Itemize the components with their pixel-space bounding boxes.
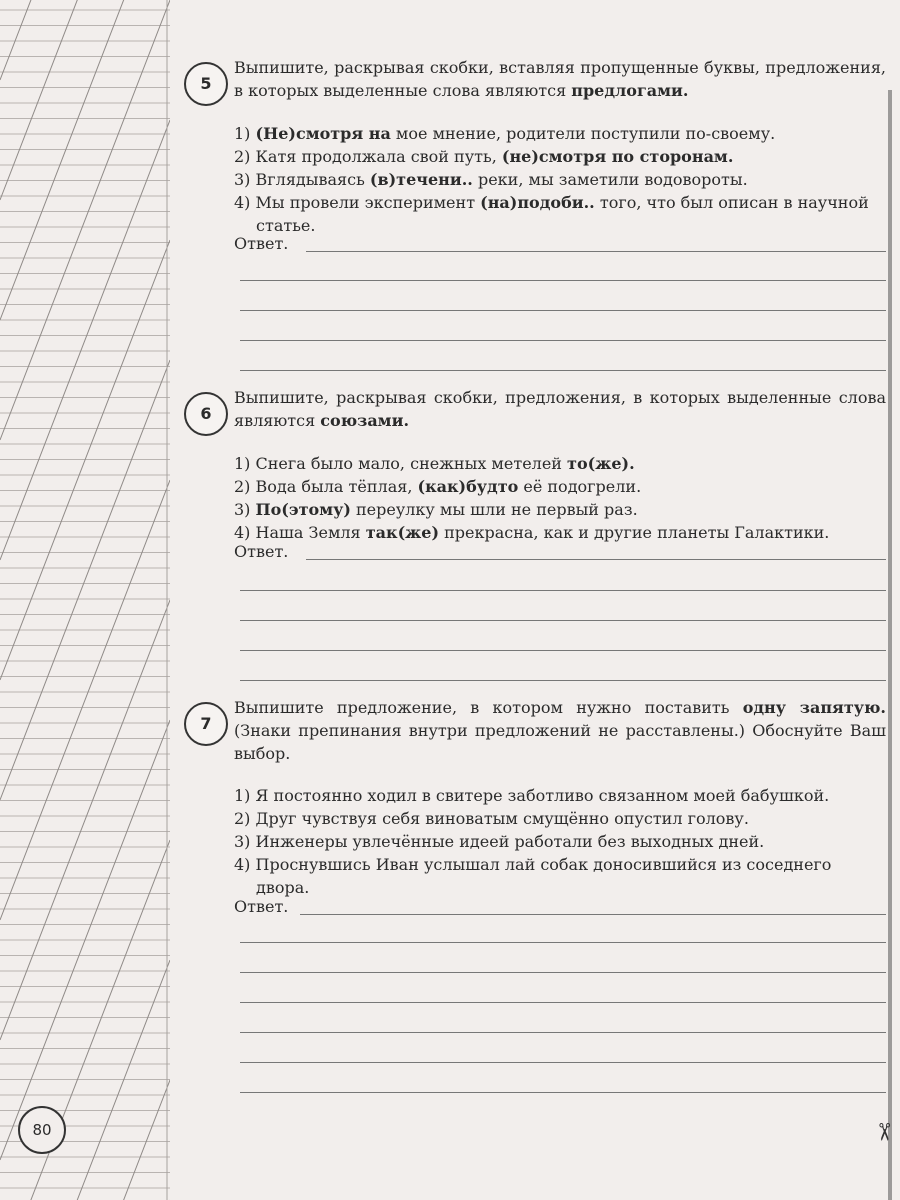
writing-line[interactable] [240, 1002, 886, 1003]
answer-line[interactable] [306, 251, 886, 252]
writing-line[interactable] [240, 972, 886, 973]
page-content [178, 0, 890, 1200]
writing-line[interactable] [240, 1092, 886, 1093]
margin-diagonal-line [0, 0, 170, 320]
options-list [234, 122, 886, 237]
option-item [234, 498, 886, 521]
option-item [234, 475, 886, 498]
instruction-emphasis: союзами. [320, 411, 410, 430]
writing-line[interactable] [240, 340, 886, 341]
scissors-icon: ✂ [870, 1121, 899, 1143]
task-instruction [234, 696, 886, 765]
option-number: 4) [234, 523, 256, 542]
writing-line[interactable] [240, 370, 886, 371]
writing-line[interactable] [240, 1032, 886, 1033]
option-text: Снега было мало, снежных метелей [255, 454, 568, 473]
option-text: Наша Земля [255, 523, 366, 542]
option-item [234, 853, 886, 899]
answer-label: Ответ. [234, 234, 289, 253]
answer-label: Ответ. [234, 542, 289, 561]
writing-line[interactable] [240, 650, 886, 651]
option-text: мое мнение, родители поступили по-своему. [390, 124, 776, 143]
task-number: 5 [184, 62, 228, 106]
option-number: 4) [234, 193, 256, 212]
option-number: 1) [234, 786, 256, 805]
writing-line[interactable] [240, 1062, 886, 1063]
margin-guide-lines [0, 0, 170, 1200]
writing-line[interactable] [240, 280, 886, 281]
option-item [234, 452, 886, 475]
margin-diagonal-line [0, 0, 170, 80]
option-item [234, 807, 886, 830]
option-emphasis: (не)смотря по сторонам. [501, 147, 734, 166]
instruction-text: Выпишите, раскрывая скобки, вставляя пропущенные буквы, предложения, в которых выделенные слова являются [234, 58, 886, 100]
writing-line[interactable] [240, 680, 886, 681]
option-text: Друг чувствуя себя виноватым смущённо опустил голову. [255, 809, 749, 828]
option-text: Вглядываясь [255, 170, 370, 189]
margin-diagonal-line [0, 360, 170, 800]
option-item [234, 168, 886, 191]
margin-diagonal-line [0, 600, 170, 1040]
margin-diagonal-line [0, 0, 170, 440]
option-emphasis: (как)будто [417, 477, 519, 496]
option-text: Катя продолжала свой путь, [255, 147, 502, 166]
option-number: 1) [234, 124, 256, 143]
instruction-text: Выпишите, раскрывая скобки, предложения, в которых выделенные слова являются [234, 388, 886, 430]
option-emphasis: По(этому) [255, 500, 351, 519]
page-number: 80 [18, 1106, 66, 1154]
option-number: 2) [234, 477, 256, 496]
option-emphasis: то(же). [567, 454, 635, 473]
option-emphasis: (в)течени.. [369, 170, 473, 189]
instruction-tail: (Знаки препинания внутри предложений не расставлены.) Обоснуйте Ваш выбор. [234, 721, 886, 763]
task-number: 6 [184, 392, 228, 436]
instruction-emphasis: одну запятую. [742, 698, 886, 717]
answer-label: Ответ. [234, 897, 289, 916]
option-text: переулку мы шли не первый раз. [350, 500, 638, 519]
option-emphasis: (Не)смотря на [255, 124, 391, 143]
option-text: Вода была тёплая, [255, 477, 418, 496]
option-item [234, 145, 886, 168]
option-text: Мы провели эксперимент [255, 193, 481, 212]
option-item [234, 122, 886, 145]
writing-line[interactable] [240, 942, 886, 943]
option-text: прекрасна, как и другие планеты Галактики. [439, 523, 830, 542]
margin-diagonal-line [0, 120, 170, 560]
writing-line[interactable] [240, 310, 886, 311]
option-number: 2) [234, 147, 256, 166]
instruction-emphasis: предлогами. [571, 81, 689, 100]
option-item [234, 521, 886, 544]
option-text: Я постоянно ходил в свитере заботливо связанном моей бабушкой. [255, 786, 830, 805]
option-text: её подогрели. [518, 477, 642, 496]
options-list [234, 452, 886, 544]
task-instruction [234, 56, 886, 102]
task-number: 7 [184, 702, 228, 746]
option-emphasis: так(же) [365, 523, 440, 542]
instruction-text: Выпишите предложение, в котором нужно поставить [234, 698, 743, 717]
options-list [234, 784, 886, 899]
option-number: 3) [234, 170, 256, 189]
answer-line[interactable] [300, 914, 886, 915]
answer-line[interactable] [306, 559, 886, 560]
option-emphasis: (на)подоби.. [480, 193, 595, 212]
writing-line[interactable] [240, 620, 886, 621]
option-text: Проснувшись Иван услышал лай собак доносившийся из соседнего двора. [255, 855, 832, 897]
option-number: 1) [234, 454, 256, 473]
option-number: 3) [234, 500, 256, 519]
option-item [234, 784, 886, 807]
task-instruction [234, 386, 886, 432]
margin-diagonal-line [0, 480, 170, 920]
option-number: 2) [234, 809, 256, 828]
writing-line[interactable] [240, 590, 886, 591]
option-text: реки, мы заметили водовороты. [472, 170, 748, 189]
option-item [234, 830, 886, 853]
option-number: 4) [234, 855, 256, 874]
option-text: Инженеры увлечённые идеей работали без выходных дней. [255, 832, 765, 851]
option-number: 3) [234, 832, 256, 851]
option-item [234, 191, 886, 237]
option-text: того, что был описан в научной статье. [256, 193, 869, 235]
